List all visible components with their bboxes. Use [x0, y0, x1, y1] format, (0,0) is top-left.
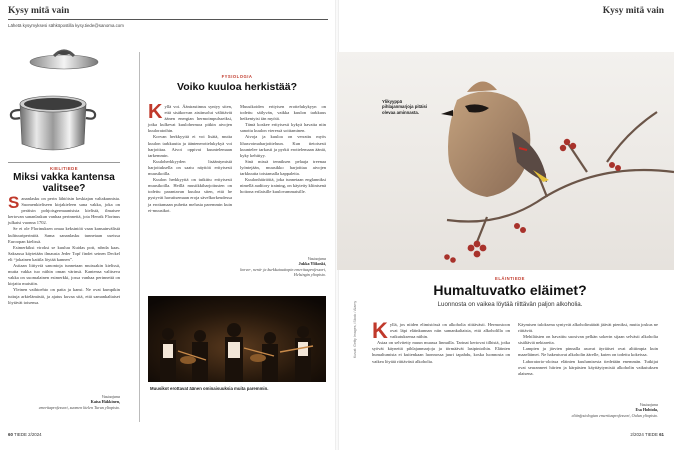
bird-article-answerer: [560, 402, 658, 418]
hearing-paragraph: Muusikoiden erityisen erottelukykyyn on todettu säilyvän, vaikka kuulon tarkkuus heikentyisi iän myötä.: [240, 104, 326, 122]
hearing-article-col1: [148, 101, 232, 214]
answerer-label: Vastaajana: [307, 256, 326, 261]
answerer-label: Vastaajana: [101, 394, 120, 399]
waxwing-bird-photo: [337, 52, 674, 270]
header-rule-right: [10, 19, 328, 20]
concert-photo: [148, 296, 326, 382]
hearing-article-headline: Voiko kuuloa herkistää?: [176, 81, 297, 93]
answerer-name: Jukka Ylikoski,: [298, 261, 326, 267]
magazine-issue-right: 2/2024 TIEDE: [630, 432, 658, 437]
hearing-article-dropcap: K: [148, 101, 163, 123]
answerer-name: Kaisa Häkkinen,: [90, 399, 120, 405]
page-number-right: 61: [659, 432, 664, 437]
photo-credit: Kuvat: Getty Images, iStock / Alamy: [353, 300, 357, 358]
pot-article-body: [8, 193, 120, 306]
bird-article-dropcap: K: [372, 318, 388, 343]
bird-article-headline: Humaltuvatko eläimet?: [433, 282, 587, 298]
pot-article-dropcap: S: [8, 193, 20, 212]
footer-right: [630, 432, 664, 437]
bird-paragraph: Mehiläisten on havaittu suosivan pelkän sokerin sijaan selvästi alkoholia sisältäviä nektareita.: [518, 334, 658, 346]
hearing-paragraph: Tämä koskee erityisesti kykyä havaita niin sanottu kuulon vieressä soittaminen.: [240, 122, 326, 134]
magazine-issue-left: TIEDE 2/2024: [14, 432, 42, 437]
bird-paragraph: yllä, jos niiden elimistössä on alkoholia riittävästi. Hermostoon ovat läpi eläinkunnan niin samankaltaisia, että alkoholilla on vaikutuksensa niihin.: [389, 322, 510, 340]
answerer-title: emeritaprofessori, suomen kielen Turun yliopisto.: [38, 404, 120, 410]
hearing-article-answerer: [240, 256, 326, 278]
pot-article-top-rule: [8, 162, 120, 163]
bird-photo-caption: Ylikyyppä pihlajanmarjoja pitäisi olevaa aminnasta.: [382, 99, 428, 115]
section-title-left: Kysy mitä vain: [8, 6, 70, 16]
hearing-paragraph: Kuulon herkkyyttä on tutkittu erityisesti muusikoilla. Heillä musiikkiharjoitusten on todettu parantavan kuuloa siten, että he pystyvät havaitsemaan eroja sävelkorkeudessa ja erottamaan puhetta melusta paremmin kuin ei-muusikot.: [148, 177, 232, 213]
bird-paragraph: Lampien ja järvien pinnalla asuvat äyriäiset ovat alttiimpia kuin maaeläimet. Ne hakeutuvat alkoholin äärelle, kuten on todettu kokeissa.: [518, 346, 658, 358]
pot-article-headline: Miksi vakka kantensa valitsee?: [13, 172, 115, 194]
answerer-label: Vastaajana: [639, 402, 658, 407]
pot-paragraph: Yleinen vaihtoehto on patta ja kansi. Ne ovat kumpikin tuttuja arkielämästä, ja ajatus kuvaa sitä, että samankaltaiset löytävät toisensa.: [8, 287, 120, 305]
answerer-name: Esa Hohtola,: [635, 407, 658, 413]
hearing-article-col2: [240, 104, 326, 195]
pot-article-kicker: KIELITIEDE: [49, 166, 79, 171]
hearing-paragraph: Aivoja ja kuuloa on verrattu myös lihasvoimaharjoitteluun. Kun tietoisesti kuuntelee tarkasti ja pyrkii erottelemaan ääniä, kyky kehittyy.: [240, 134, 326, 158]
bird-paragraph: Laboratorio-oloissa eläinten kuulumisesta tiedetään enemmän. Tutkijat ovat seuranneet hiirten ja kärpästen käyttäytymistä alkoholin vaikutuksen alaisena.: [518, 358, 658, 376]
bird-article-col1: [372, 318, 510, 365]
bird-paragraph: Asiaa on selvitetty muun muassa linnuilla. Tarinat kertovat tilhistä, jotka syövät käyneitä pihlajanmarjoja ja törmäävät lasipintoihin. Eläinten humaltumista ei kuitenkaan luonnossa juuri tapahdu, koska luonnosta on vaikea löytää riittävästi alkoholia.: [372, 340, 510, 364]
bird-paragraph: Käymisen tuloksena syntyvät alkoholimäärät jäävät pieniksi, mutta joskus ne riittävät.: [518, 322, 658, 334]
hearing-paragraph: Kuuloherkkyyden lisääntymistä harjoituksella on saatu näyttöä erityisesti muusikoilla.: [148, 158, 232, 177]
footer-left: [8, 432, 42, 437]
answerer-title: korva-, nenä- ja kurkkutautiopin emeritusprofessori, Helsingin yliopisto.: [240, 266, 326, 278]
section-title-right: Kysy mitä vain: [602, 6, 664, 16]
hearing-paragraph: Korvan herkkyyttä ei voi lisätä, mutta kuulon tarkkuutta ja ääntenerottelukykyä voi harjoittaa. Aivot oppivat kuuntelemaan tarkemmin.: [148, 134, 232, 158]
bird-article-col2: [518, 322, 658, 377]
pot-paragraph: Astiaan liittyviä sanontoja tunnetaan muissakin kielissä, mutta vakka tuo niihin oman värinsä. Kantensa valitseva vakka on suomalainen esimerkki, jossa vanhaa perinnettä on kirjattu muistiin.: [8, 263, 120, 287]
pot-paragraph: ananlasku on perin lähtöisin keskiajan valtakunnista. Suomenkieliseen kirjakieleen sana vakka, joka on peräisin pohjoisgermaanisista kielistä, ilmaisee kertovan sananlaskun vanhaa perinnettä, jota Henrik Florinus julkaisi vuonna 1702.: [8, 196, 120, 226]
page-number-left: 60: [8, 432, 13, 437]
bird-article-kicker: ELÄINTIEDE: [495, 276, 525, 281]
answerer-title: eläinfysiologian emeritusprofessori, Oulun yliopisto.: [571, 412, 658, 418]
pot-article-answerer: [8, 394, 120, 410]
pot-paragraph: Se ei ole Florinuksen omaa keksintöä vaan kansainvälistä kulttuuriperintöä. Sama sananlasku tunnetaan useissa Euroopan kielissä.: [8, 226, 120, 244]
bird-article-dek: Luonnosta on vaikea löytää riittävän paljon alkoholia.: [437, 301, 583, 309]
hearing-paragraph: Sinä missä tenniksen pelaaja treenaa lyöntejään, muusikko harjoittaa aivojen tarkkuutta toistamalla kappaleita.: [240, 158, 326, 177]
hearing-paragraph: yllä voi. Äänirastimus syntyy siten, että sisäkorvan aistinsolut välittävät äänen energian hermoimpulsseiksi, jotka kulkevat kuulohermoa pitkin aivojen kuuloratoihin.: [148, 104, 232, 134]
column-divider: [139, 52, 140, 422]
contact-line: Lähetä kysymyksesi sähköpostilla kysy.tiede@sanoma.com: [8, 23, 124, 28]
hearing-article-kicker: FYSIOLOGIA: [221, 74, 253, 79]
pot-paragraph: Esimerkiksi viroksi se kuuluu Kuidas pott, nõnda kaas. Saksassa käytetään ilmausta Jeder Topf findet seinen Deckel eli “jokainen kattila löytää kannen”.: [8, 244, 120, 262]
hearing-paragraph: Kuulonhäiriöitä, joka tunnetaan englanniksi nimellä auditory training, on käytetty kliinisenä hoitona erilaisille kuulovammaisille.: [240, 177, 326, 195]
cooking-pot-illustration: [8, 40, 108, 160]
concert-photo-caption: Muusikot erottavat äänen ominaisuuksia muita paremmin.: [150, 386, 269, 391]
